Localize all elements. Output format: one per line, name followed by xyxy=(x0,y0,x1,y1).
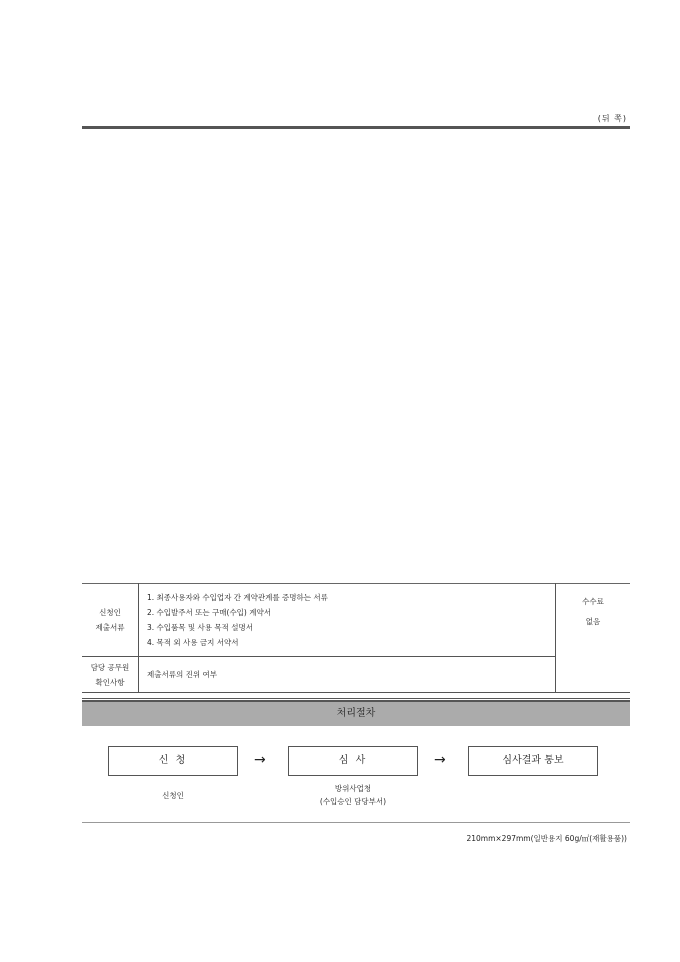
step-review-sub-line2: (수입승인 담당부서) xyxy=(319,797,387,806)
step-review-sub-line1: 방위사업청 xyxy=(334,784,372,793)
table-row-officer xyxy=(82,657,630,693)
document-item: 1. 최종사용자와 수입업자 간 계약관계를 증명하는 서류 xyxy=(147,593,328,602)
step-result-box: 심사결과 통보 xyxy=(468,746,598,776)
bottom-divider xyxy=(82,822,630,823)
officer-label-line1: 담당 공무원 xyxy=(90,662,130,672)
step-review-box: 심 사 xyxy=(288,746,418,776)
fee-cell xyxy=(556,584,631,693)
officer-check-cell: 제출서류의 진위 여부 xyxy=(139,657,556,693)
step-apply-box: 신 청 xyxy=(108,746,238,776)
document-item: 4. 목적 외 사용 금지 서약서 xyxy=(147,638,239,647)
fee-value: 없음 xyxy=(585,617,601,626)
document-item: 2. 수입발주서 또는 구매(수입) 계약서 xyxy=(147,608,271,617)
info-table xyxy=(82,583,630,693)
docs-label-line1: 신청인 xyxy=(99,608,121,617)
officer-label-cell xyxy=(82,657,139,693)
table-row-documents xyxy=(82,584,630,657)
document-item: 3. 수입품목 및 사용 목적 설명서 xyxy=(147,623,254,632)
procedure-divider xyxy=(82,698,630,699)
docs-label-cell xyxy=(82,584,139,657)
paper-size-note: 210mm×297mm(일반용지 60g/㎡(재활용품)) xyxy=(466,834,627,843)
procedure-title-bar: 처리절차 xyxy=(82,700,630,726)
step-apply-sub-line1: 신청인 xyxy=(162,791,184,800)
right-arrow-icon: → xyxy=(434,752,446,768)
officer-label-line2: 확인사항 xyxy=(95,677,125,687)
docs-list-cell xyxy=(139,584,556,657)
back-page-label: (뒤 쪽) xyxy=(597,114,627,123)
step-review-sub xyxy=(288,782,418,808)
step-apply-sub xyxy=(108,789,238,802)
docs-label-line2: 제출서류 xyxy=(95,623,125,632)
fee-label: 수수료 xyxy=(582,597,604,606)
right-arrow-icon: → xyxy=(254,752,266,768)
top-divider xyxy=(82,126,630,129)
